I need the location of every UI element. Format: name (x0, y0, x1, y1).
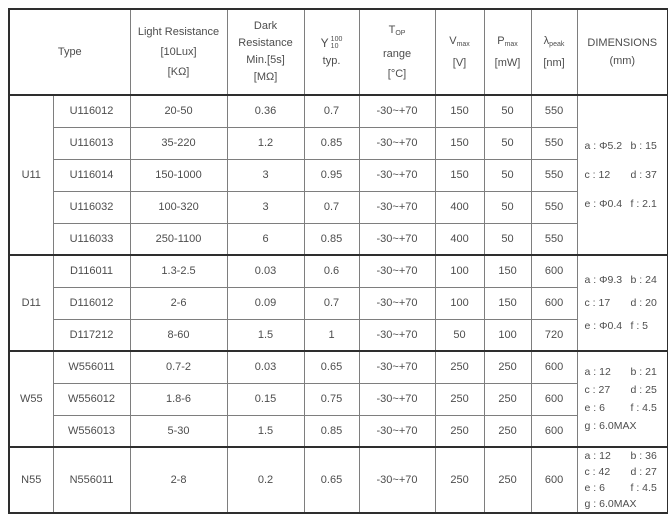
table-row (9, 351, 668, 383)
cell-gamma: 0.85 (304, 223, 359, 255)
cell-part: D116012 (53, 287, 130, 319)
cell-lambda: 550 (531, 223, 577, 255)
cell-dark: 1.5 (227, 319, 304, 351)
cell-pmax: 150 (484, 255, 531, 287)
dimension-pair-item: c : 12 (584, 169, 611, 181)
header-pmax (484, 9, 531, 95)
cell-vmax: 100 (435, 255, 484, 287)
cell-dark: 0.03 (227, 351, 304, 383)
cell-vmax: 150 (435, 95, 484, 127)
cell-vmax: 250 (435, 383, 484, 415)
vmax-subscript: max (456, 41, 470, 48)
cell-lambda: 600 (531, 447, 577, 513)
header-pmax-unit: [mW] (494, 57, 521, 69)
dimension-pair-item: b : 36 (630, 450, 657, 462)
cell-lambda: 600 (531, 287, 577, 319)
cell-gamma: 0.7 (304, 287, 359, 319)
cell-pmax: 250 (484, 351, 531, 383)
header-row (9, 9, 668, 95)
cell-light: 1.3-2.5 (130, 255, 227, 287)
cell-part: W556013 (53, 415, 130, 447)
cell-light: 150-1000 (130, 159, 227, 191)
cell-lambda: 550 (531, 191, 577, 223)
lambda-symbol: λ (543, 35, 550, 47)
cell-vmax: 100 (435, 287, 484, 319)
cell-gamma: 0.7 (304, 95, 359, 127)
cell-lambda: 550 (531, 159, 577, 191)
dimension-pair-item: f : 4.5 (630, 482, 657, 494)
header-dimensions-line2: (mm) (609, 55, 636, 67)
header-lambda-unit: [nm] (543, 57, 565, 69)
cell-part: U116032 (53, 191, 130, 223)
dimensions-grid (578, 450, 668, 510)
cell-light: 2-8 (130, 447, 227, 513)
dimension-pair-item: e : Φ0.4 (584, 320, 623, 332)
cell-top: -30~+70 (359, 255, 435, 287)
cell-gamma: 0.6 (304, 255, 359, 287)
dimension-pair-item: a : 12 (584, 366, 611, 378)
cell-part: U116014 (53, 159, 130, 191)
cell-part: W556011 (53, 351, 130, 383)
cell-part: N556011 (53, 447, 130, 513)
cell-top: -30~+70 (359, 191, 435, 223)
cell-top: -30~+70 (359, 159, 435, 191)
dimension-pair-item: d : 25 (630, 384, 657, 396)
header-dark-line3: Min.[5s] (246, 54, 285, 66)
cell-pmax: 50 (484, 127, 531, 159)
cell-part: U116012 (53, 95, 130, 127)
cell-part: D117212 (53, 319, 130, 351)
table-row (9, 287, 668, 319)
cell-lambda: 720 (531, 319, 577, 351)
vmax-symbol: V (449, 35, 457, 47)
top-symbol: T (388, 24, 396, 36)
header-light-resistance (130, 9, 227, 95)
cell-light: 2-6 (130, 287, 227, 319)
gamma-sup: 100 (330, 36, 343, 44)
cell-part: U116033 (53, 223, 130, 255)
cell-light: 0.7-2 (130, 351, 227, 383)
table-row (9, 447, 668, 513)
cell-pmax: 50 (484, 191, 531, 223)
spec-table (8, 8, 668, 514)
table-row (9, 191, 668, 223)
cell-lambda: 550 (531, 127, 577, 159)
header-top-line2: range (382, 48, 412, 60)
dimension-pair-item: c : 42 (584, 466, 611, 478)
header-light-line3: [KΩ] (167, 66, 190, 78)
cell-lambda: 600 (531, 255, 577, 287)
table-row (9, 319, 668, 351)
cell-lambda: 550 (531, 95, 577, 127)
dimension-pair-item: b : 24 (630, 274, 657, 286)
dimension-pair-item: b : 15 (630, 140, 657, 152)
header-gamma (304, 9, 359, 95)
cell-gamma: 1 (304, 319, 359, 351)
type-group-cell: U11 (9, 95, 53, 255)
dimension-pair-item: g : 6.0MAX (584, 420, 637, 432)
cell-dark: 0.09 (227, 287, 304, 319)
spec-table-body (9, 95, 668, 513)
cell-gamma: 0.85 (304, 415, 359, 447)
cell-top: -30~+70 (359, 415, 435, 447)
cell-dark: 0.15 (227, 383, 304, 415)
lambda-subscript: peak (549, 41, 565, 48)
cell-top: -30~+70 (359, 319, 435, 351)
header-dimensions-line1: DIMENSIONS (587, 37, 658, 49)
header-vmax-unit: [V] (452, 57, 467, 69)
header-dark-resistance (227, 9, 304, 95)
dimension-pair-item: d : 20 (630, 297, 657, 309)
cell-light: 250-1100 (130, 223, 227, 255)
cell-top: -30~+70 (359, 223, 435, 255)
cell-vmax: 250 (435, 415, 484, 447)
dimension-pair-item: b : 21 (630, 366, 657, 378)
table-row (9, 223, 668, 255)
dimension-pair-item: f : 2.1 (630, 198, 657, 210)
table-row (9, 127, 668, 159)
header-lambda-peak (531, 9, 577, 95)
cell-light: 35-220 (130, 127, 227, 159)
table-row (9, 255, 668, 287)
dimension-pair-item: c : 17 (584, 297, 611, 309)
dimension-pair-item: g : 6.0MAX (584, 498, 637, 510)
header-light-line2: [10Lux] (160, 46, 197, 58)
cell-top: -30~+70 (359, 447, 435, 513)
cell-gamma: 0.65 (304, 447, 359, 513)
dimensions-grid (578, 274, 668, 332)
cell-dark: 1.5 (227, 415, 304, 447)
cell-part: U116013 (53, 127, 130, 159)
cell-pmax: 50 (484, 223, 531, 255)
header-vmax (435, 9, 484, 95)
type-group-cell: N55 (9, 447, 53, 513)
cell-gamma: 0.95 (304, 159, 359, 191)
cell-top: -30~+70 (359, 351, 435, 383)
cell-vmax: 250 (435, 351, 484, 383)
cell-light: 20-50 (130, 95, 227, 127)
cell-light: 100-320 (130, 191, 227, 223)
dimension-pair-item: e : 6 (584, 402, 605, 414)
cell-pmax: 100 (484, 319, 531, 351)
table-row (9, 95, 668, 127)
cell-vmax: 50 (435, 319, 484, 351)
cell-pmax: 250 (484, 447, 531, 513)
header-dark-line1: Dark (253, 20, 278, 32)
table-row (9, 159, 668, 191)
dimensions-cell (577, 95, 668, 255)
cell-top: -30~+70 (359, 287, 435, 319)
cell-light: 5-30 (130, 415, 227, 447)
top-subscript: OP (395, 30, 406, 37)
cell-pmax: 50 (484, 159, 531, 191)
header-light-line1: Light Resistance (137, 26, 220, 38)
cell-dark: 6 (227, 223, 304, 255)
header-dimensions (577, 9, 668, 95)
cell-vmax: 150 (435, 159, 484, 191)
cell-light: 1.8-6 (130, 383, 227, 415)
cell-pmax: 250 (484, 415, 531, 447)
cell-light: 8-60 (130, 319, 227, 351)
cell-lambda: 600 (531, 351, 577, 383)
cell-part: D116011 (53, 255, 130, 287)
header-type: Type (9, 9, 130, 95)
cell-lambda: 600 (531, 383, 577, 415)
header-top-line3: [°C] (387, 68, 407, 80)
dimension-pair-item: a : Φ5.2 (584, 140, 623, 152)
cell-vmax: 400 (435, 223, 484, 255)
header-top-range (359, 9, 435, 95)
header-gamma-typ: typ. (322, 55, 341, 68)
dimensions-grid (578, 140, 668, 210)
type-group-cell: W55 (9, 351, 53, 447)
cell-dark: 0.36 (227, 95, 304, 127)
type-group-cell: D11 (9, 255, 53, 351)
cell-dark: 3 (227, 191, 304, 223)
cell-dark: 0.03 (227, 255, 304, 287)
cell-vmax: 150 (435, 127, 484, 159)
dimensions-cell (577, 447, 668, 513)
dimension-pair-item: e : Φ0.4 (584, 198, 623, 210)
header-dark-line4: [MΩ] (253, 71, 278, 83)
dimension-pair-item: f : 5 (630, 320, 649, 332)
dimension-pair-item: c : 27 (584, 384, 611, 396)
cell-dark: 1.2 (227, 127, 304, 159)
dimensions-cell (577, 255, 668, 351)
dimension-pair-item: d : 27 (630, 466, 657, 478)
cell-top: -30~+70 (359, 95, 435, 127)
pmax-symbol: P (497, 35, 505, 47)
cell-pmax: 150 (484, 287, 531, 319)
dimension-pair-item: e : 6 (584, 482, 605, 494)
cell-pmax: 50 (484, 95, 531, 127)
cell-pmax: 250 (484, 383, 531, 415)
cell-part: W556012 (53, 383, 130, 415)
cell-vmax: 400 (435, 191, 484, 223)
dimensions-cell (577, 351, 668, 447)
cell-gamma: 0.7 (304, 191, 359, 223)
table-row (9, 383, 668, 415)
cell-top: -30~+70 (359, 383, 435, 415)
dimension-pair-item: f : 4.5 (630, 402, 657, 414)
dimension-pair-item: a : Φ9.3 (584, 274, 623, 286)
dimension-pair-item: d : 37 (630, 169, 657, 181)
table-row (9, 415, 668, 447)
cell-lambda: 600 (531, 415, 577, 447)
dimension-pair-item: a : 12 (584, 450, 611, 462)
cell-vmax: 250 (435, 447, 484, 513)
pmax-subscript: max (504, 41, 518, 48)
cell-top: -30~+70 (359, 127, 435, 159)
cell-dark: 3 (227, 159, 304, 191)
dimensions-grid (578, 366, 668, 432)
cell-gamma: 0.65 (304, 351, 359, 383)
cell-dark: 0.2 (227, 447, 304, 513)
cell-gamma: 0.85 (304, 127, 359, 159)
gamma-symbol: Y (320, 36, 329, 51)
cell-gamma: 0.75 (304, 383, 359, 415)
header-dark-line2: Resistance (238, 37, 293, 49)
gamma-sub: 10 (330, 43, 339, 51)
